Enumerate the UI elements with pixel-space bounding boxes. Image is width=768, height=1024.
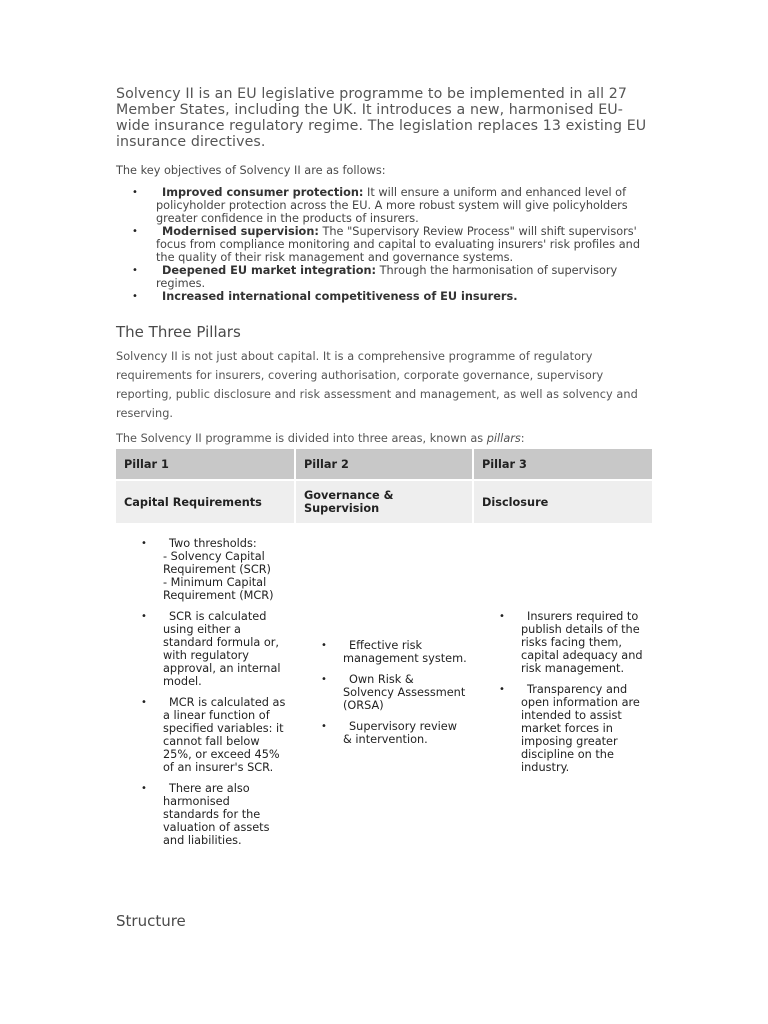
- table-header-cell: Pillar 1: [116, 449, 294, 479]
- list-item: [499, 610, 649, 675]
- table-subheader-cell: Disclosure: [474, 481, 652, 523]
- section-heading-three-pillars: The Three Pillars: [116, 323, 241, 341]
- bullet-icon: •: [321, 673, 327, 685]
- objective-title: Improved consumer protection:: [162, 186, 364, 199]
- list-item: [321, 719, 468, 746]
- bullet-icon: •: [499, 684, 505, 695]
- table-subheader-row: [116, 481, 652, 523]
- objective-title: Modernised supervision:: [162, 225, 319, 238]
- objective-title: Deepened EU market integration:: [162, 264, 377, 277]
- list-item-text: Two thresholds: - Solvency Capital Requirement (SCR) - Minimum Capital Requirement (MCR): [163, 537, 274, 602]
- section-heading-structure: Structure: [116, 912, 186, 930]
- pillars-table: [114, 447, 654, 869]
- list-item: [141, 782, 288, 847]
- bullet-icon: •: [141, 611, 147, 622]
- list-item: [132, 264, 652, 290]
- list-item-text: Supervisory review & intervention.: [343, 719, 457, 746]
- objective-text: It will ensure a uniform and enhanced level of policyholder protection across the EU. A more robust system will give policyholders greater confidence in the products of insurers.: [156, 186, 628, 225]
- table-subheader-cell: Capital Requirements: [116, 481, 294, 523]
- list-item-text: Insurers required to publish details of the risks facing them, capital adequacy and risk management.: [521, 610, 643, 675]
- table-header-row: [116, 449, 652, 479]
- list-item: [141, 537, 288, 602]
- bullet-icon: •: [132, 291, 138, 302]
- bullet-icon: •: [141, 783, 147, 794]
- pillars-intro: [116, 432, 652, 445]
- bullet-icon: •: [132, 187, 138, 198]
- objective-text: The "Supervisory Review Process" will shift supervisors' focus from compliance monitoring and capital to evaluating insurers' risk profiles and the quality of their risk management and governance systems.: [156, 225, 640, 264]
- list-item-text: Effective risk management system.: [343, 638, 467, 665]
- pillar1-list: [116, 537, 288, 847]
- list-item: [132, 225, 652, 264]
- list-item: [132, 186, 652, 225]
- list-item: [132, 290, 652, 303]
- bullet-icon: •: [132, 226, 138, 237]
- list-item: [321, 638, 468, 665]
- table-header-cell: Pillar 3: [474, 449, 652, 479]
- list-item-text: SCR is calculated using either a standard formula or, with regulatory approval, an internal model.: [163, 610, 281, 688]
- objective-text: Through the harmonisation of supervisory regimes.: [156, 264, 618, 290]
- list-item-text: Transparency and open information are intended to assist market forces in imposing greater discipline on the industry.: [521, 683, 640, 774]
- list-item-text: There are also harmonised standards for the valuation of assets and liabilities.: [163, 782, 270, 847]
- pillar3-cell: [474, 525, 652, 867]
- pillar3-list: [474, 610, 649, 774]
- bullet-icon: •: [321, 720, 327, 732]
- bullet-icon: •: [141, 538, 147, 549]
- objectives-intro: The key objectives of Solvency II are as follows:: [116, 164, 386, 177]
- list-item: [141, 696, 288, 774]
- bullet-icon: •: [321, 639, 327, 651]
- pillars-paragraph: Solvency II is not just about capital. It is a comprehensive programme of regulatory requirements for insurers, covering authorisation, corporate governance, supervisory reporting, public disclosure and risk assessment and management, as well as solvency and reserving.: [116, 350, 638, 420]
- bullet-icon: •: [132, 265, 138, 276]
- list-item: [321, 672, 468, 712]
- intro-paragraph: Solvency II is an EU legislative programme to be implemented in all 27 Member States, including the UK. It introduces a new, harmonised EU-wide insurance regulatory regime. The legislation replaces 13 existing EU insurance directives.: [116, 86, 647, 150]
- list-item-text: Own Risk & Solvency Assessment (ORSA): [343, 672, 466, 712]
- table-body-row: [116, 525, 652, 867]
- pillars-intro-prefix: The Solvency II programme is divided into three areas, known as: [116, 432, 487, 445]
- pillars-intro-suffix: :: [520, 432, 525, 445]
- objective-title: Increased international competitiveness of EU insurers.: [162, 290, 518, 303]
- pillar1-cell: [116, 525, 294, 867]
- subheader-text: Governance & Supervision: [304, 489, 394, 515]
- list-item: [499, 683, 649, 774]
- objectives-list: [116, 186, 652, 303]
- bullet-icon: •: [141, 697, 147, 708]
- table-subheader-cell: [296, 481, 472, 523]
- pillar2-cell: [296, 525, 472, 867]
- bullet-icon: •: [499, 611, 505, 622]
- pillar2-list: [296, 639, 468, 746]
- table-header-cell: Pillar 2: [296, 449, 472, 479]
- list-item-text: MCR is calculated as a linear function of specified variables: it cannot fall below 25%, or exceed 45% of an insurer's SCR.: [163, 696, 286, 774]
- document-body: [116, 86, 652, 869]
- list-item: [141, 610, 288, 688]
- pillars-intro-emphasis: pillars: [486, 432, 521, 445]
